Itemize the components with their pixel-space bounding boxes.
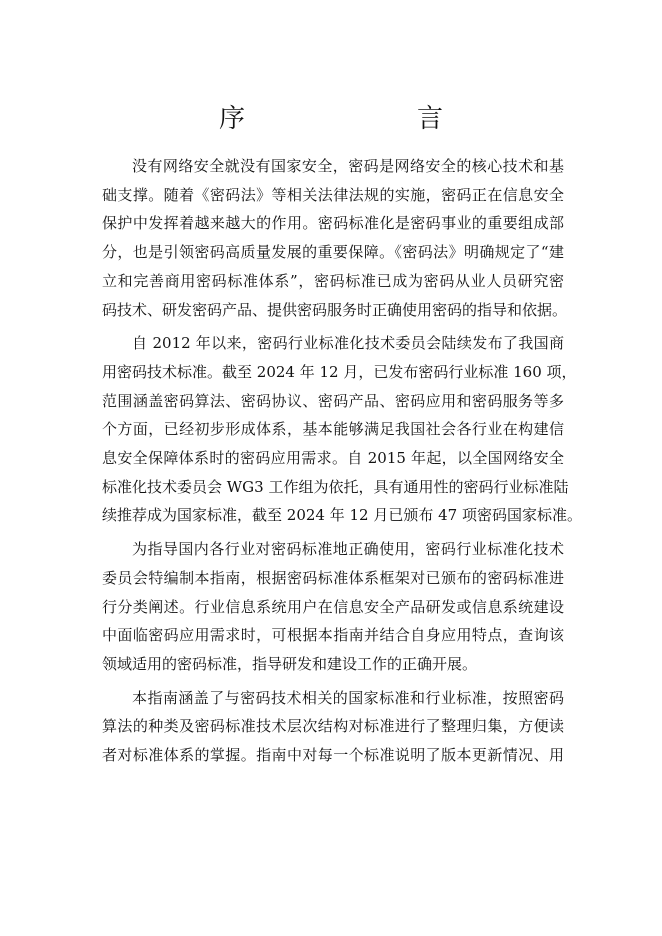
paragraph-3 [102,535,564,679]
text-line: 续推荐成为国家标准，截至 2024 年 12 月已颁布 47 项密码国家标准。 [102,506,582,525]
text-line: 范围涵盖密码算法、密码协议、密码产品、密码应用和密码服务等多 [102,391,564,410]
paragraph-1 [102,152,568,324]
text-line: 者对标准体系的掌握。指南中对每一个标准说明了版本更新情况、用 [102,746,564,765]
paragraph-2 [102,329,582,530]
text-line: 没有网络安全就没有国家安全，密码是网络安全的核心技术和基 [132,157,564,175]
text-line: 立和完善商用密码标准体系”，密码标准已成为密码从业人员研究密 [102,271,564,290]
body-text [102,152,582,775]
text-line: 领域适用的密码标准，指导研发和建设工作的正确开展。 [102,654,478,673]
text-line: 标准化技术委员会 WG3 工作组为依托，具有通用性的密码行业标准陆 [102,477,569,496]
text-line: 码技术、研发密码产品、提供密码服务时正确使用密码的指导和依据。 [102,300,568,319]
text-line: 行分类阐述。行业信息系统用户在信息安全产品研发或信息系统建设 [102,597,564,616]
text-line: 个方面，已经初步形成体系，基本能够满足我国社会各行业在构建信 [102,420,564,439]
text-line: 算法的种类及密码标准技术层次结构对标准进行了整理归集，方便读 [102,717,564,736]
paragraph-4 [102,684,564,770]
text-line: 中面临密码应用需求时，可根据本指南并结合自身应用特点，查询该 [102,626,564,645]
text-line: 分，也是引领密码高质量发展的重要保障。《密码法》明确规定了“建 [102,243,564,262]
text-line: 本指南涵盖了与密码技术相关的国家标准和行业标准，按照密码 [132,688,564,707]
text-line: 保护中发挥着越来越大的作用。密码标准化是密码事业的重要组成部 [102,214,564,233]
text-line: 息安全保障体系时的密码应用需求。自 2015 年起，以全国网络安全 [102,449,564,468]
text-line: 委员会特编制本指南，根据密码标准体系框架对已颁布的密码标准进 [102,568,564,587]
text-line: 自 2012 年以来，密码行业标准化技术委员会陆续发布了我国商 [132,334,564,353]
page-title: 序 言 [218,104,483,134]
text-line: 础支撑。随着《密码法》等相关法律法规的实施，密码正在信息安全 [102,185,564,204]
text-line: 为指导国内各行业对密码标准地正确使用，密码行业标准化技术 [132,540,564,559]
text-line: 用密码技术标准。截至 2024 年 12 月，已发布密码行业标准 160 项， [102,362,577,381]
